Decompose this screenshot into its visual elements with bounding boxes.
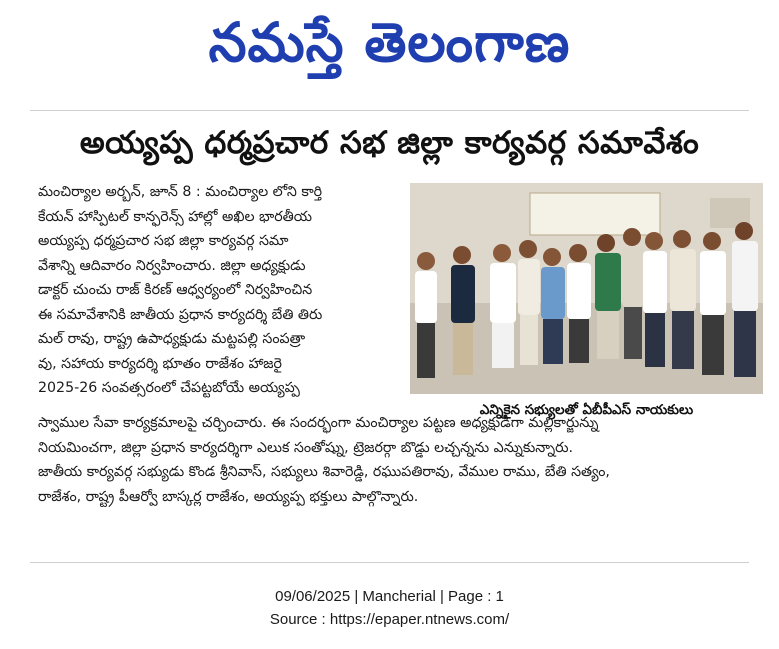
text-line: డాక్టర్ చుంచు రాజ్ కిరణ్ ఆధ్వర్యంలో నిర్వహించిన bbox=[38, 282, 313, 298]
group-photo-illustration bbox=[410, 183, 763, 394]
text-line: నియమించగా, జిల్లా ప్రధాన కార్యదర్శిగా ఎలుక సంతోష్ను, ట్రెజరర్గా బొడ్డు లచ్చన్నను ఎన్నుకున్నారు. bbox=[38, 439, 573, 456]
footer-source: Source : https://epaper.ntnews.com/ bbox=[269, 611, 510, 628]
text-line: మల్ రావు, రాష్ట్ర ఉపాధ్యక్షుడు మట్టపల్లి సంపత్రా bbox=[38, 331, 306, 347]
text-line: మంచిర్యాల అర్బన్, జూన్ 8 : మంచిర్యాల లోని కార్తి bbox=[38, 184, 323, 200]
footer-date-location: 09/06/2025 | Mancherial | Page : 1 bbox=[275, 588, 504, 605]
article-headline: అయ్యప్ప ధర్మప్రచార సభ జిల్లా కార్యవర్గ సమావేశం bbox=[79, 125, 700, 161]
text-line: కేయన్ హాస్పిటల్ కాన్ఫరెన్స్ హాల్లో అఖిల భారతీయ bbox=[38, 208, 312, 225]
article-photo bbox=[410, 183, 763, 394]
text-line: స్వాముల సేవా కార్యక్రమాలపై చర్చించారు. ఈ సందర్భంగా మంచిర్యాల పట్టణ అధ్యక్షుడిగా మల్లికార్జున్ను bbox=[38, 415, 599, 431]
top-divider bbox=[30, 110, 749, 111]
text-line: వేశాన్ని ఆదివారం నిర్వహించారు. జిల్లా అధ్యక్షుడు bbox=[38, 257, 306, 274]
text-line: అయ్యప్ప ధర్మప్రచార సభ జిల్లా కార్యవర్గ సమా bbox=[38, 233, 289, 249]
bottom-divider bbox=[30, 562, 749, 563]
article-full-width-text bbox=[38, 411, 760, 509]
text-line: వు, సహాయ కార్యదర్శి భూతం రాజేశం హాజరై bbox=[38, 355, 282, 372]
text-line: రాజేశం, రాష్ట్ర పీఆర్వో బాస్కర్ల రాజేశం, అయ్యప్ప భక్తులు పాల్గొన్నారు. bbox=[38, 488, 419, 505]
text-line: ఈ సమావేశానికి జాతీయ ప్రధాన కార్యదర్శి బేతి తిరు bbox=[38, 306, 323, 323]
masthead-logo-text: నమస్తే తెలంగాణ bbox=[208, 10, 571, 74]
photo-caption: ఎన్నికైన సభ్యులతో ఏబీపీఎస్ నాయకులు bbox=[410, 394, 763, 426]
text-line: జాతీయ కార్యవర్గ సభ్యుడు కొండ శ్రీనివాస్, సభ్యులు శివారెడ్డి, రఘుపతిరావు, వేముల రాము, బేతి సత్యం, bbox=[38, 464, 610, 480]
photo-banner bbox=[530, 193, 660, 235]
masthead bbox=[0, 2, 779, 82]
text-line: 2025-26 సంవత్సరంలో చేపట్టబోయే అయ్యప్ప bbox=[38, 380, 300, 396]
article-column-text bbox=[38, 180, 406, 401]
